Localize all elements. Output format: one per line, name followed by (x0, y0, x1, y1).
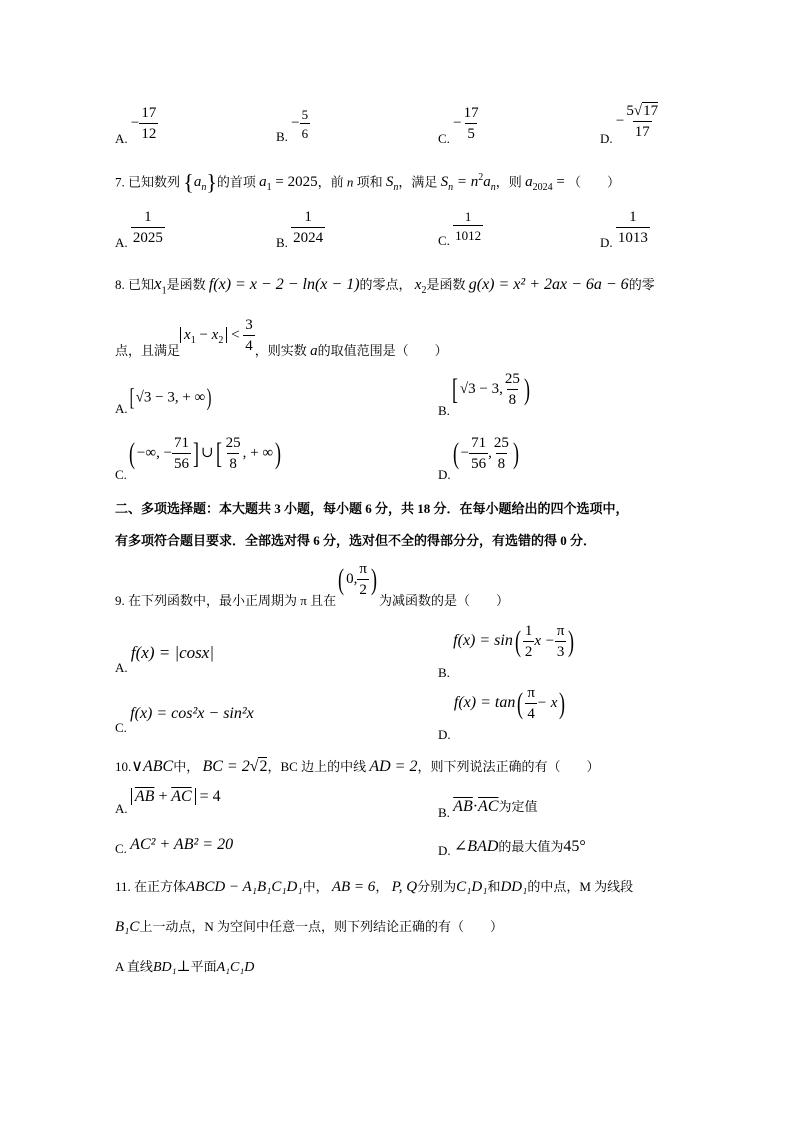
q10-triangle: ∨ABC (131, 758, 174, 775)
q7-option-b-label: B. (276, 234, 288, 250)
q8-g: g(x) = x² + 2ax − 6a − 6 (468, 276, 629, 293)
q7-sn: $S_n$ (385, 174, 399, 194)
q11-cube: ABCD − A₁B₁C₁D₁ (186, 879, 303, 895)
q7-option-c: C. $\frac{1}{1012}$ (438, 209, 482, 248)
q9-number: 9. (115, 592, 125, 608)
q8-f: f(x) = x − 2 − ln(x − 1) (208, 276, 360, 293)
q11-pq: P, Q (391, 879, 418, 895)
q9-option-b: B. f(x) = sin( $\frac{1}{2}$ x − $\frac{\pi}{3}$ ) (438, 623, 575, 680)
q11-stem-line2 (115, 916, 503, 936)
q7-option-b: B. $\frac{1}{2024}$ (276, 209, 324, 250)
q7-a2024: $a_{2024}$ = (525, 174, 565, 194)
q8-option-d-label: D. (438, 466, 451, 482)
q10-option-d-value: 45° (563, 838, 586, 855)
q11-text-1: 在正方体 (134, 879, 187, 894)
q11-option-a (115, 956, 254, 976)
q9-option-a-label: A. (115, 660, 128, 675)
q9-option-d: D. f(x) = tan( $\frac{\pi}{4}$ − x) (438, 685, 566, 742)
q11-option-a-text-2: 平面 (190, 959, 217, 974)
section-2-line2: 有多项符合题目要求．全部选对得 6 分，选对但不全的得部分分，有选错的得 0 分． (115, 533, 597, 548)
q9-option-c (115, 705, 254, 735)
q8-option-b: B.[ √3 − 3, $\frac{25}{8}$ ) (438, 371, 530, 418)
q8-x1: $x_1$ (154, 274, 167, 297)
q9-option-d-label: D. (438, 726, 451, 742)
q10-option-d (438, 836, 586, 856)
q7-n: n (346, 174, 354, 190)
q7-first-term: $a_1 = 2025$ (259, 174, 318, 194)
q6-option-c-sign: − (453, 114, 462, 131)
q6-option-d (600, 103, 660, 146)
q7-option-a-label: A. (115, 234, 128, 250)
q11-ab: AB = 6 (331, 879, 376, 895)
q6-option-a-sign: − (130, 114, 140, 131)
q10-stem (115, 756, 599, 776)
q8-text-5: 的零 (628, 277, 655, 292)
q11-number: 11. (115, 879, 131, 894)
q10-option-c (115, 836, 233, 854)
q11-text-7: 上一动点，N 为空间中任意一点，则下列结论正确的有（ ） (139, 919, 504, 934)
q7-sum-rel: $S_n = n^2a_n$ (440, 172, 496, 194)
q6-option-b (276, 107, 310, 144)
q8-text-4: 是函数 (426, 277, 466, 292)
q11-option-a-bd1: BD₁ (152, 960, 177, 975)
q11-text-2: 中， (302, 879, 329, 894)
q8-option-b-label: B. (438, 402, 450, 418)
q7-option-a: A. $\frac{1}{2025}$ (115, 209, 163, 250)
q6-option-b-label: B. (276, 128, 288, 144)
q7-option-c-label: C. (438, 232, 450, 248)
q8-option-c: C.( −∞, − $\frac{71}{56}$ ] ∪[ $\frac{25}{8}$ , + ∞) (115, 435, 282, 482)
q7-text-1: 已知数列 (128, 174, 181, 190)
q7-text-7: ，则 (495, 174, 522, 190)
q6-option-a-label: A. (115, 130, 128, 146)
q10-option-b-expr: $\overline{AB}\cdot\overline{AC}$ (453, 798, 499, 815)
q10-option-a-label: A. (115, 801, 128, 816)
q10-option-c-expr: AC² + AB² = 20 (130, 836, 234, 853)
q11-dd1: DD₁ (500, 879, 528, 895)
q11-text-5: 和 (487, 879, 501, 894)
q8-text-7: ，则实数 (254, 342, 307, 358)
q10-text-2: ，BC 边上的中线 (267, 759, 367, 774)
q7-seq: $\{a_n\}$ (183, 170, 217, 195)
q7-stem (115, 170, 620, 196)
q11-b1c: B₁C (115, 919, 140, 935)
q11-text-6: 的中点，M 为线段 (527, 879, 634, 894)
q9-pi: π (300, 592, 307, 608)
q9-option-c-expr: f(x) = cos²x − sin²x (130, 705, 254, 722)
q10-option-b (438, 796, 538, 820)
q6-option-c-label: C. (438, 130, 450, 146)
q10-text-3: ，则下列说法正确的有（ ） (417, 759, 600, 774)
q10-text-1: 中， (173, 759, 200, 774)
q11-option-a-plane: A₁C₁D (216, 960, 255, 975)
q9-text-3: 为减函数的是（ ） (378, 592, 509, 608)
q10-option-a-expr: $\overline{AB} + \overline{AC} = 4$ (131, 788, 221, 805)
q7-text-6: ，满足 (398, 174, 438, 190)
q10-option-c-label: C. (115, 841, 127, 856)
q8-text-6: 点，且满足 (115, 342, 181, 358)
q8-option-c-label: C. (115, 466, 127, 482)
q8-option-a-label: A. (115, 401, 128, 417)
q11-option-a-text-1: 直线 (126, 959, 153, 974)
q8-text-2: 是函数 (166, 277, 206, 292)
q8-number: 8. (115, 277, 125, 292)
q6-option-a-fraction: $\frac{17}{12}$ (141, 105, 157, 142)
q6-option-d-label: D. (600, 130, 613, 146)
q8-x2: $x_2$ (414, 277, 427, 296)
q9-text-1: 在下列函数中，最小正周期为 (128, 592, 298, 608)
q10-option-b-text: 为定值 (498, 799, 538, 814)
q8-text-3: 的零点， (359, 277, 412, 292)
q9-option-b-label: B. (438, 664, 450, 680)
q10-option-b-label: B. (438, 805, 450, 820)
q8-option-a: A.[ √3 − 3, + ∞) (115, 385, 212, 417)
q10-bc: BC = 2√2 (202, 758, 268, 775)
q11-stem-line1 (115, 876, 633, 896)
q8-text-1: 已知 (128, 277, 155, 292)
q10-option-d-label: D. (438, 843, 451, 858)
q8-abs: $x_1 - x_2$ < (180, 327, 243, 343)
q6-option-d-fraction: $\frac{5√17}{17}$ (626, 103, 659, 140)
q7-text-2: 的首项 (216, 174, 256, 190)
q11-option-a-label: A (115, 959, 124, 974)
q8-var: a (310, 342, 318, 359)
q6-option-c (438, 105, 481, 146)
q10-number: 10. (115, 759, 132, 774)
q7-number: 7. (115, 174, 125, 190)
q11-text-3: ， (375, 879, 389, 894)
q10-ad: AD = 2 (369, 758, 418, 775)
q7-text-8: （ ） (568, 174, 621, 190)
q9-option-a (115, 643, 215, 675)
q10-option-d-text: 的最大值为 (498, 839, 564, 854)
q6-option-c-fraction: $\frac{17}{5}$ (463, 105, 479, 142)
q8-text-8: 的取值范围是（ ） (317, 342, 448, 358)
q8-stem-line2: 点，且满足$x_1 - x_2$ < $\frac{3}{4}$ ，则实数 a的取值范围是（ ） (115, 317, 448, 359)
q7-option-d-label: D. (600, 234, 613, 250)
q11-c1d1: C₁D₁ (456, 879, 488, 895)
q6-option-a (115, 105, 158, 146)
q7-text-3: ，前 (317, 174, 344, 190)
q8-stem-line1 (115, 274, 655, 296)
q6-option-b-fraction: $\frac{5}{6}$ (301, 107, 309, 141)
q10-option-d-expr: ∠BAD (453, 838, 499, 855)
q10-option-a (115, 788, 221, 816)
q9-stem: 9. 在下列函数中，最小正周期为 π 且在( 0, $\frac{\pi}{2}$ )为减函数的是（ ） (115, 561, 509, 608)
q6-option-d-sign: − (615, 112, 625, 129)
section-2-line1: 二、多项选择题：本大题共 3 小题，每小题 6 分，共 18 分．在每小题给出的四个选项中， (115, 501, 629, 516)
q6-option-b-sign: − (291, 114, 300, 131)
q8-option-d: D.( − $\frac{71}{56}$ , $\frac{25}{8}$ ) (438, 435, 519, 482)
q7-text-5: 项和 (356, 174, 383, 190)
q9-option-c-label: C. (115, 720, 127, 735)
q9-text-2: 且在 (310, 592, 337, 608)
q9-option-a-expr: f(x) = |cosx| (130, 643, 215, 662)
q7-option-d: D. $\frac{1}{1013}$ (600, 209, 648, 250)
q11-option-a-perp: ⊥ (176, 959, 191, 975)
q11-text-4: 分别为 (417, 879, 457, 894)
